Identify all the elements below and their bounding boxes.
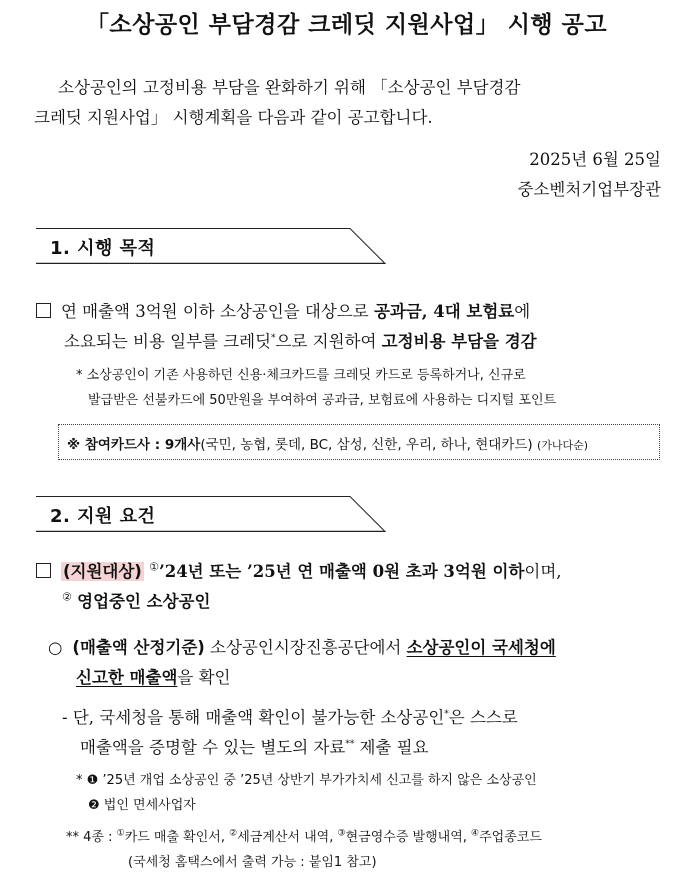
section-2-heading <box>36 496 386 532</box>
cards-label: ※ 참여카드사 : 9개사 <box>67 437 201 453</box>
exception-note-b: ❷ 법인 면세사업자 <box>88 798 196 813</box>
circle-bullet-icon: ○ <box>48 638 63 657</box>
exception-note-a: * ❶ ’25년 개업 소상공인 중 ’25년 상반기 부가가치세 신고를 하지 않은 소상공인 <box>76 773 537 788</box>
section-1-title: 1. 시행 목적 <box>50 238 156 259</box>
participating-cards-box <box>58 424 660 460</box>
documents-note-line-1: ** 4종 : ①카드 매출 확인서, ②세금계산서 내역, ③현금영수증 발행내역, ④주업종코드 <box>66 828 542 845</box>
purpose-bullet-line-2: 소요되는 비용 일부를 크레딧*으로 지원하여 고정비용 부담을 경감 <box>64 332 537 351</box>
announcement-date: 2025년 6월 25일 <box>529 150 661 169</box>
intro-line-2: 크레딧 지원사업」 시행계획을 다음과 같이 공고합니다. <box>34 108 433 127</box>
cards-order: (가나다순) <box>537 439 589 452</box>
cards-list: (국민, 농협, 롯데, BC, 삼성, 신한, 우리, 하나, 현대카드) <box>200 437 533 453</box>
criteria-line-1: ○ (매출액 산정기준) 소상공인시장진흥공단에서 소상공인이 국세청에 <box>48 638 556 657</box>
intro-line-1: 소상공인의 고정비용 부담을 완화하기 위해 「소상공인 부담경감 <box>58 78 521 97</box>
credit-note-line-1: * 소상공인이 기존 사용하던 신용·체크카드를 크레딧 카드로 등록하거나, 신규로 <box>76 368 526 383</box>
target-line-1: (지원대상) ①’24년 또는 ’25년 연 매출액 0원 초과 3억원 이하이며, <box>36 558 562 582</box>
criteria-line-2: 신고한 매출액을 확인 <box>76 668 231 687</box>
target-line-2: ② 영업중인 소상공인 <box>62 590 211 611</box>
criteria-label: (매출액 산정기준) <box>72 638 205 657</box>
page-title: 「소상공인 부담경감 크레딧 지원사업」 시행 공고 <box>85 12 608 38</box>
section-2-title: 2. 지원 요건 <box>50 506 156 527</box>
purpose-bullet-line-1: 연 매출액 3억원 이하 소상공인을 대상으로 공과금, 4대 보험료에 <box>36 298 530 322</box>
exception-line-2: 매출액을 증명할 수 있는 별도의 자료** 제출 필요 <box>80 738 429 757</box>
credit-note-line-2: 발급받은 선불카드에 50만원을 부여하여 공과금, 보험료에 사용하는 디지털 포인트 <box>88 393 557 408</box>
target-label: (지원대상) <box>63 562 142 581</box>
exception-line-1: - 단, 국세청을 통해 매출액 확인이 불가능한 소상공인*은 스스로 <box>62 708 518 727</box>
issuer: 중소벤처기업부장관 <box>517 180 661 199</box>
documents-note-line-2: (국세청 홈택스에서 출력 가능 : 붙임1 참고) <box>128 855 377 870</box>
section-1-heading <box>36 228 386 264</box>
checkbox-bullet-icon <box>36 303 51 318</box>
checkbox-bullet-icon <box>36 563 51 578</box>
